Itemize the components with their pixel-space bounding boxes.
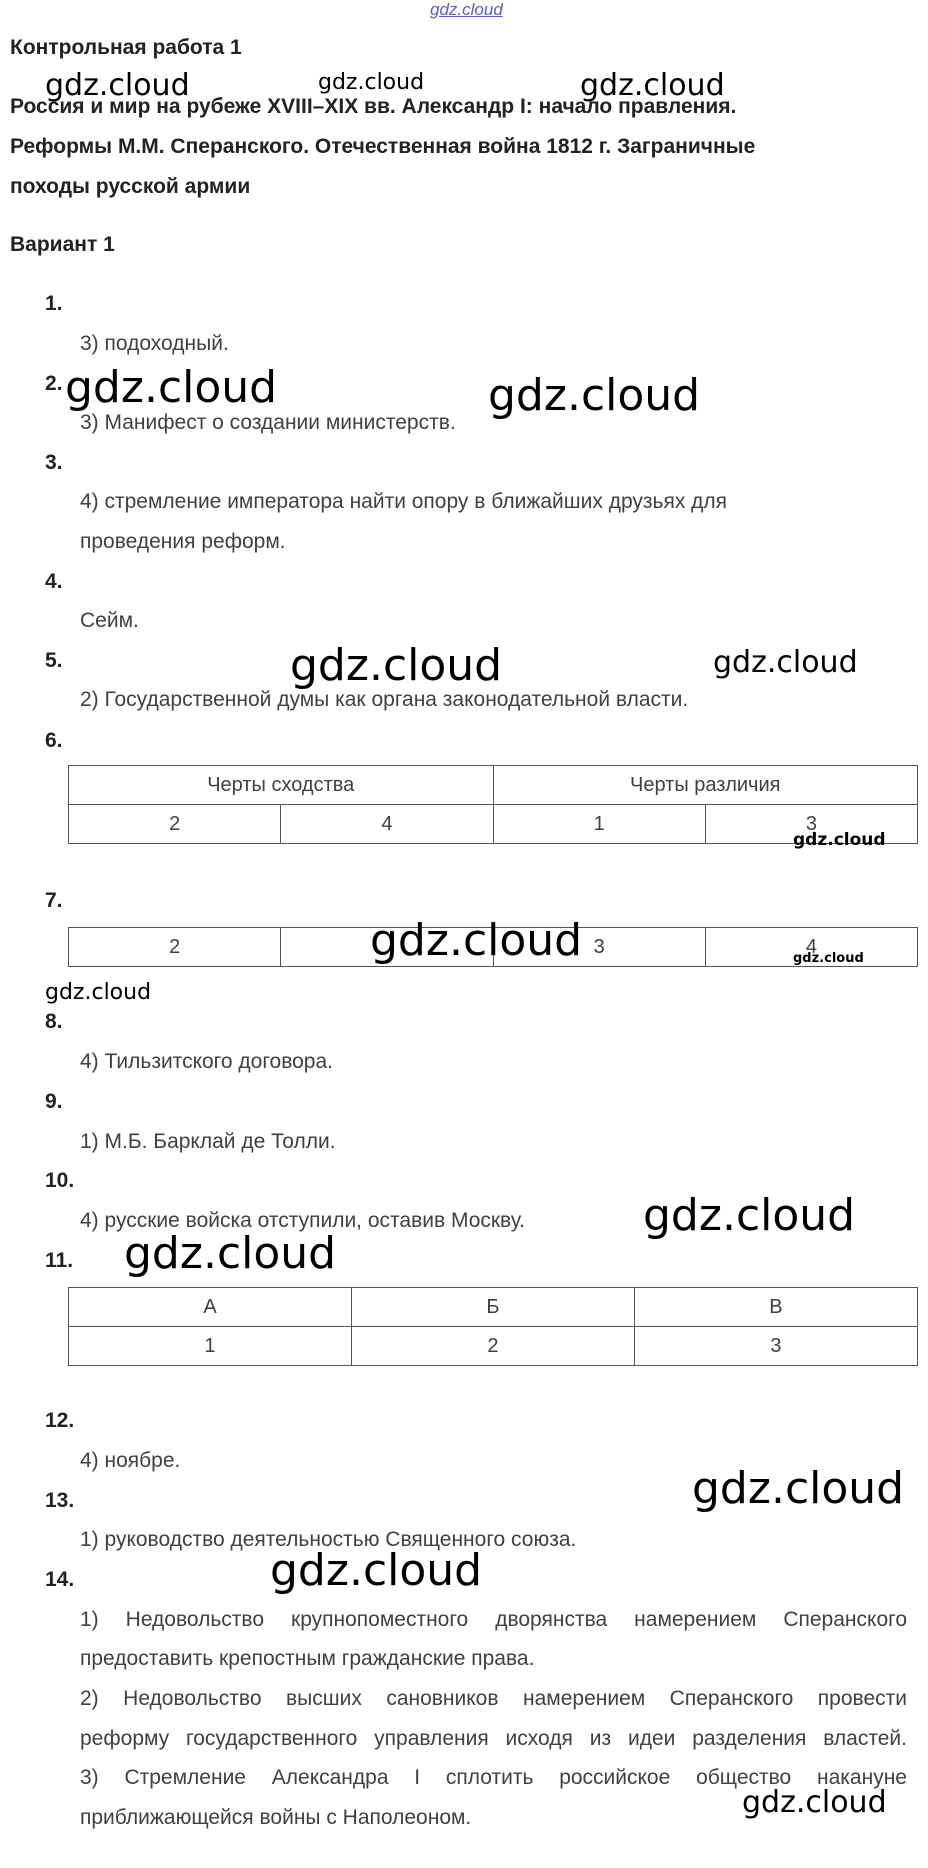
q11-header-v: В (634, 1288, 917, 1327)
q14-answer-line-2: предоставить крепостным гражданские права. (80, 1647, 535, 1670)
watermark: gdz.cloud (643, 1190, 856, 1241)
q11-header-b: Б (351, 1288, 634, 1327)
watermark: gdz.cloud (318, 70, 425, 95)
page-title: Контрольная работа 1 (10, 36, 242, 59)
q14-answer-line-6: приближающейся войны с Наполеоном. (80, 1806, 472, 1829)
variant-label: Вариант 1 (10, 233, 115, 256)
q10-answer: 4) русские войска отступили, оставив Москву. (80, 1209, 525, 1232)
q6-number: 6. (45, 729, 63, 752)
q1-answer: 3) подоходный. (80, 332, 229, 355)
watermark: gdz.cloud (270, 1545, 483, 1596)
q14-answer-line-3: 2) Недовольство высших сановников намерением Сперанского провести (80, 1687, 907, 1710)
watermark: gdz.cloud (580, 68, 725, 103)
watermark: gdz.cloud (713, 645, 858, 680)
q11-cell: 3 (634, 1327, 917, 1366)
q6-cell: 3 (705, 805, 917, 844)
q13-number: 13. (45, 1489, 75, 1512)
q9-answer: 1) М.Б. Барклай де Толли. (80, 1130, 336, 1153)
q6-table (68, 765, 918, 844)
watermark: gdz.cloud (45, 68, 190, 103)
q11-table (68, 1287, 918, 1366)
q9-number: 9. (45, 1090, 63, 1113)
watermark: gdz.cloud (370, 915, 583, 966)
q6-header-differences: Черты различия (493, 766, 918, 805)
watermark: gdz.cloud (65, 362, 278, 413)
watermark: gdz.cloud (124, 1228, 337, 1279)
q5-answer: 2) Государственной думы как органа законодательной власти. (80, 688, 689, 711)
q10-number: 10. (45, 1169, 75, 1192)
q12-answer: 4) ноябре. (80, 1449, 181, 1472)
watermark: gdz.cloud (793, 951, 864, 966)
q12-number: 12. (45, 1409, 75, 1432)
q7-number: 7. (45, 889, 63, 912)
q11-number: 11. (45, 1249, 74, 1272)
subtitle-line-3: походы русской армии (10, 175, 251, 198)
q7-cell: 3 (493, 928, 705, 967)
q3-number: 3. (45, 451, 63, 474)
q7-cell: 2 (69, 928, 281, 967)
q11-cell: 1 (69, 1327, 352, 1366)
q6-cell: 1 (493, 805, 705, 844)
q14-answer-line-4: реформу государственного управления исходя из идеи разделения властей. (80, 1727, 907, 1750)
watermark: gdz.cloud (45, 980, 152, 1005)
watermark: gdz.cloud (742, 1785, 887, 1820)
q8-answer: 4) Тильзитского договора. (80, 1050, 333, 1073)
watermark: gdz.cloud (692, 1463, 905, 1514)
subtitle-line-1: Россия и мир на рубеже XVIII–XIX вв. Александр I: начало правления. (10, 95, 737, 118)
q1-number: 1. (45, 292, 63, 315)
q11-header-a: А (69, 1288, 352, 1327)
watermark-top: gdz.cloud (430, 0, 503, 19)
q14-answer-line-1: 1) Недовольство крупнопоместного дворянства намерением Сперанского (80, 1608, 907, 1631)
q2-answer: 3) Манифест о создании министерств. (80, 411, 456, 434)
q11-cell: 2 (351, 1327, 634, 1366)
q3-answer-line-2: проведения реформ. (80, 530, 286, 553)
q6-cell: 4 (281, 805, 493, 844)
q5-number: 5. (45, 649, 63, 672)
q14-number: 14. (45, 1568, 75, 1591)
q2-number: 2. (45, 372, 63, 395)
q6-header-similarities: Черты сходства (69, 766, 494, 805)
q4-answer: Сейм. (80, 609, 139, 632)
q3-answer-line-1: 4) стремление императора найти опору в ближайших друзьях для (80, 490, 728, 513)
q4-number: 4. (45, 570, 63, 593)
q6-cell: 2 (69, 805, 281, 844)
watermark: gdz.cloud (793, 830, 886, 850)
subtitle-line-2: Реформы М.М. Сперанского. Отечественная война 1812 г. Заграничные (10, 135, 756, 158)
watermark: gdz.cloud (488, 370, 701, 421)
q8-number: 8. (45, 1010, 63, 1033)
q7-cell: 4 (705, 928, 917, 967)
q14-answer-line-5: 3) Стремление Александра I сплотить российское общество накануне (80, 1766, 907, 1789)
watermark: gdz.cloud (290, 640, 503, 691)
q13-answer: 1) руководство деятельностью Священного союза. (80, 1528, 577, 1551)
